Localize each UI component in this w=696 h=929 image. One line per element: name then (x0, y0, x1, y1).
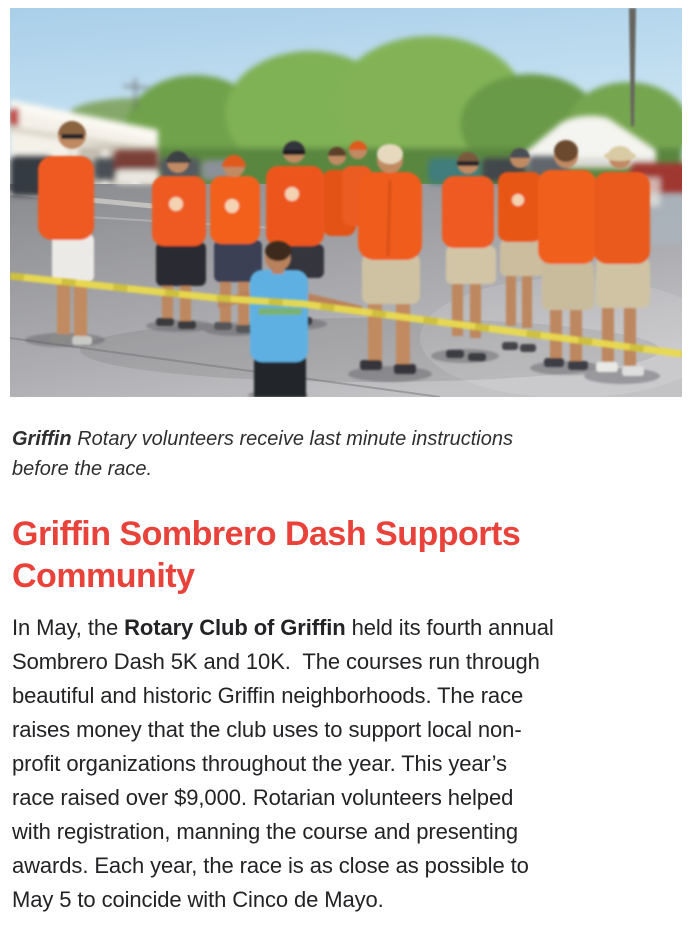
red-store-sign (10, 108, 19, 126)
caption-lead-word: Griffin (12, 428, 72, 450)
caption-line2: before the race. (12, 458, 153, 480)
body-line: profit organizations throughout the year. This year’s (12, 751, 507, 776)
article-body (12, 611, 554, 917)
body-line: awards. Each year, the race is as close as possible to (12, 853, 529, 878)
race-photo (10, 8, 682, 397)
caption-line1: Rotary volunteers receive last minute instructions (71, 428, 513, 450)
article-headline: Griffin Sombrero Dash Supports Community (12, 515, 521, 595)
body-line (12, 611, 554, 645)
body-line: raises money that the club uses to support local non- (12, 717, 522, 742)
body-line1-pre: In May, the (12, 615, 125, 640)
body-line: race raised over $9,000. Rotarian volunteers helped (12, 785, 514, 810)
body-line: Sombrero Dash 5K and 10K. The courses run through (12, 649, 540, 674)
sunglasses (283, 150, 305, 155)
club-name-bold: Rotary Club of Griffin (124, 615, 346, 640)
dark-shorts (254, 358, 306, 397)
white-cap (377, 144, 403, 164)
body-line: beautiful and historic Griffin neighborhoods. The race (12, 683, 524, 708)
photo-caption (12, 424, 612, 484)
body-line: May 5 to coincide with Cinco de Mayo. (12, 887, 384, 912)
body-line: with registration, manning the course and presenting (12, 819, 518, 844)
sunglasses (61, 134, 84, 139)
race-photo-canvas (10, 8, 682, 397)
blue-shirt (250, 270, 308, 362)
sunglasses (457, 161, 479, 166)
body-line1-post: held its fourth annual (345, 615, 554, 640)
bucket-hat (604, 151, 636, 161)
